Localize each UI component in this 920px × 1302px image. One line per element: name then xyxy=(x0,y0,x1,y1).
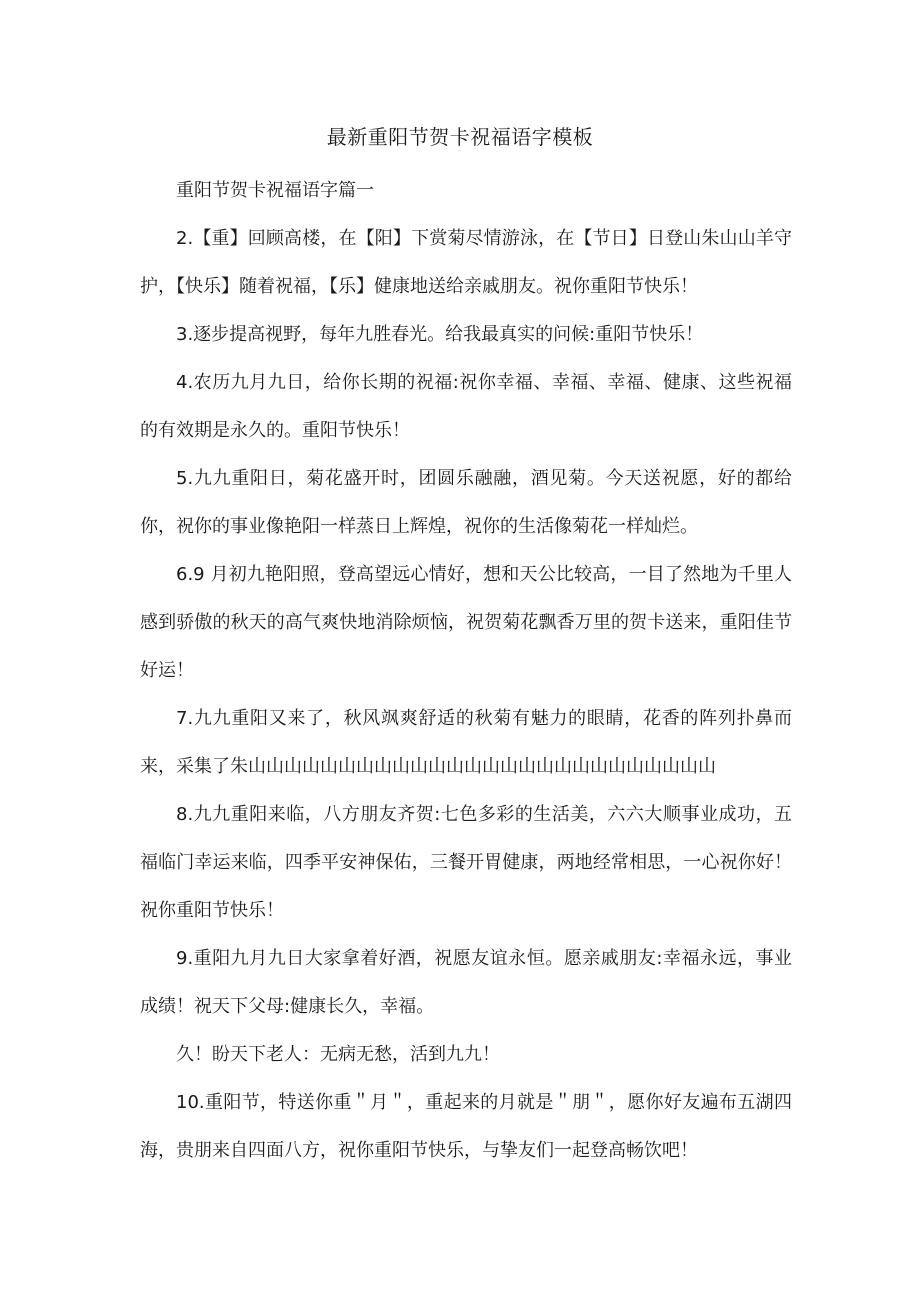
paragraph: 8.九九重阳来临，八方朋友齐贺:七色多彩的生活美，六六大顺事业成功，五福临门幸运来临，四季平安神保佑，三餐开胃健康，两地经常相思，一心祝你好！祝你重阳节快乐！ xyxy=(140,804,792,921)
paragraph: 7.九九重阳又来了，秋风飒爽舒适的秋菊有魅力的眼睛，花香的阵列扑鼻而来，采集了朱山山山山山山山山山山山山山山山山山山山山山山山山山山 xyxy=(140,708,792,777)
paragraph: 10.重阳节，特送你重＂月＂，重起来的月就是＂朋＂，愿你好友遍布五湖四海，贵朋来自四面八方，祝你重阳节快乐，与挚友们一起登高畅饮吧！ xyxy=(140,1092,792,1161)
paragraph: 9.重阳九月九日大家拿着好酒，祝愿友谊永恒。愿亲戚朋友:幸福永远，事业成绩！祝天下父母:健康长久，幸福。 xyxy=(140,948,792,1017)
paragraph: 4.农历九月九日，给你长期的祝福:祝你幸福、幸福、幸福、健康、这些祝福的有效期是永久的。重阳节快乐！ xyxy=(140,372,792,441)
document-title: 最新重阳节贺卡祝福语字模板 xyxy=(326,125,594,149)
section-heading: 重阳节贺卡祝福语字篇一 xyxy=(176,180,374,201)
paragraph: 2.【重】回顾高楼，在【阳】下赏菊尽情游泳，在【节日】日登山朱山山羊守护，【快乐】随着祝福，【乐】健康地送给亲戚朋友。祝你重阳节快乐！ xyxy=(140,228,792,297)
paragraph: 6.9 月初九艳阳照，登高望远心情好，想和天公比较高，一目了然地为千里人感到骄傲的秋天的高气爽快地消除烦恼，祝贺菊花飘香万里的贺卡送来，重阳佳节好运！ xyxy=(140,564,792,681)
paragraph: 5.九九重阳日，菊花盛开时，团圆乐融融，酒见菊。今天送祝愿，好的都给你，祝你的事业像艳阳一样蒸日上辉煌，祝你的生活像菊花一样灿烂。 xyxy=(140,468,792,537)
paragraph: 3.逐步提高视野，每年九胜春光。给我最真实的问候:重阳节快乐！ xyxy=(176,324,704,345)
document-body xyxy=(140,167,792,1175)
paragraph: 久！盼天下老人：无病无愁，活到九九！ xyxy=(176,1044,500,1065)
